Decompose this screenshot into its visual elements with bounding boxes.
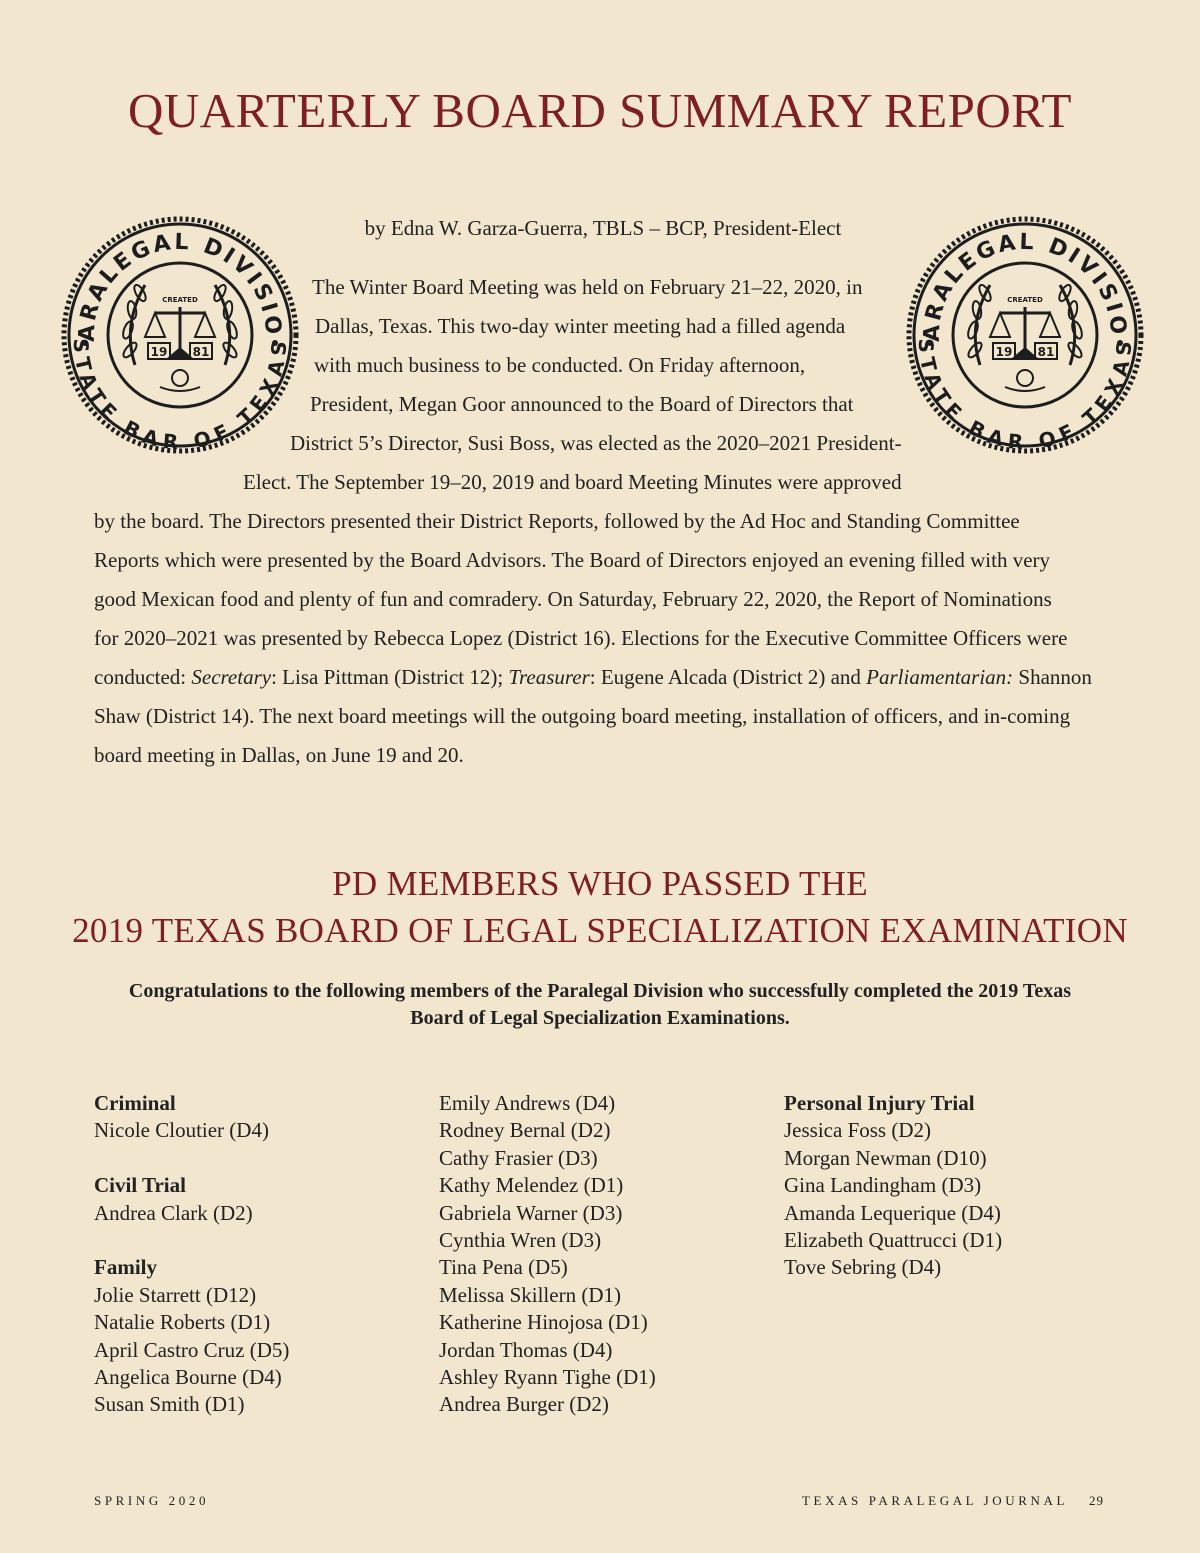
category-heading: Personal Injury Trial xyxy=(784,1091,975,1115)
seal-bottom-text: STATE BAR OF TEXAS xyxy=(913,337,1137,455)
article-line: with much business to be conducted. On Friday afternoon, xyxy=(314,353,806,377)
paralegal-division-seal-left xyxy=(60,215,300,455)
footer-journal: TEXAS PARALEGAL JOURNAL xyxy=(802,1493,1069,1508)
seal-top-text: ARALEGAL DIVISIO xyxy=(919,229,1131,343)
footer-page-number: 29 xyxy=(1089,1493,1104,1508)
member-name: Susan Smith (D1) xyxy=(94,1392,245,1417)
byline: by Edna W. Garza-Guerra, TBLS – BCP, President-Elect xyxy=(364,216,842,240)
member-name: Andrea Clark (D2) xyxy=(94,1200,253,1225)
seal-year-left: 19 xyxy=(995,345,1013,359)
member-name: Tove Sebring (D4) xyxy=(784,1255,942,1280)
officers-text: : Eugene Alcada (District 2) and xyxy=(589,665,867,689)
member-name: Jordan Thomas (D4) xyxy=(439,1337,613,1362)
congratulations-text: Congratulations to the following members of the Paralegal Division who successfully completed the 2019 Texas Board of Legal Specialization Examinations. xyxy=(128,980,1072,1029)
section-title-line2: 2019 TEXAS BOARD OF LEGAL SPECIALIZATION EXAMINATION xyxy=(72,911,1128,950)
treasurer-label: Treasurer xyxy=(508,665,590,689)
officers-text: : Lisa Pittman (District 12); xyxy=(271,665,509,689)
member-name: Natalie Roberts (D1) xyxy=(94,1310,271,1335)
parliamentarian-label: Parliamentarian: xyxy=(866,665,1014,689)
member-name: Kathy Melendez (D1) xyxy=(439,1173,624,1198)
officers-text: conducted: xyxy=(94,665,192,689)
category-heading: Civil Trial xyxy=(94,1173,186,1198)
member-name: Angelica Bourne (D4) xyxy=(94,1365,282,1390)
member-name: Melissa Skillern (D1) xyxy=(439,1282,621,1307)
article-line: The Winter Board Meeting was held on February 21–22, 2020, in xyxy=(312,275,863,299)
member-name: April Castro Cruz (D5) xyxy=(94,1337,290,1362)
seal-top-text: ARALEGAL DIVISIO xyxy=(74,229,286,343)
article-officers-line xyxy=(94,665,1092,690)
article-line: Elect. The September 19–20, 2019 and board Meeting Minutes were approved xyxy=(243,470,902,494)
article-line: board meeting in Dallas, on June 19 and 20. xyxy=(94,743,464,767)
member-name: Jessica Foss (D2) xyxy=(784,1118,931,1143)
members-column-2 xyxy=(439,1090,656,1419)
members-column-3 xyxy=(784,1090,1002,1282)
article-line: good Mexican food and plenty of fun and comradery. On Saturday, February 22, 2020, the Report of Nominations xyxy=(94,587,1052,611)
member-name: Morgan Newman (D10) xyxy=(784,1145,987,1170)
article-line: Dallas, Texas. This two-day winter meeting had a filled agenda xyxy=(315,314,846,338)
seal-year-right: 81 xyxy=(1037,345,1055,359)
secretary-label: Secretary xyxy=(191,665,272,689)
member-name: Ashley Ryann Tighe (D1) xyxy=(439,1365,656,1390)
member-name: Katherine Hinojosa (D1) xyxy=(439,1310,648,1335)
section-title-line1: PD MEMBERS WHO PASSED THE xyxy=(332,864,868,903)
member-name: Rodney Bernal (D2) xyxy=(439,1118,611,1143)
seal-year-right: 81 xyxy=(192,345,210,359)
member-name: Emily Andrews (D4) xyxy=(439,1091,616,1115)
officers-text: Shannon xyxy=(1013,665,1092,689)
category-heading: Family xyxy=(94,1255,157,1280)
seal-created-text: CREATED xyxy=(162,296,198,304)
paralegal-division-seal-right xyxy=(905,215,1145,455)
article-line: Reports which were presented by the Board Advisors. The Board of Directors enjoyed an evening filled with very xyxy=(94,548,1051,572)
member-name: Gina Landingham (D3) xyxy=(784,1173,982,1198)
article-line: President, Megan Goor announced to the Board of Directors that xyxy=(310,392,854,416)
member-name: Tina Pena (D5) xyxy=(439,1255,568,1280)
article-line: for 2020–2021 was presented by Rebecca Lopez (District 16). Elections for the Executive Committee Officers were xyxy=(94,626,1068,650)
members-column-1 xyxy=(94,1090,289,1419)
member-name: Andrea Burger (D2) xyxy=(439,1392,609,1417)
member-name: Jolie Starrett (D12) xyxy=(94,1282,257,1307)
member-name: Cynthia Wren (D3) xyxy=(439,1228,602,1253)
seal-year-left: 19 xyxy=(150,345,168,359)
member-name: Cathy Frasier (D3) xyxy=(439,1145,598,1170)
article-line: District 5’s Director, Susi Boss, was elected as the 2020–2021 President- xyxy=(290,431,902,455)
article-line: by the board. The Directors presented their District Reports, followed by the Ad Hoc and Standing Committee xyxy=(94,509,1020,533)
category-heading: Criminal xyxy=(94,1091,176,1115)
seal-created-text: CREATED xyxy=(1007,296,1043,304)
seal-bottom-text: STATE BAR OF TEXAS xyxy=(68,337,292,455)
member-name: Amanda Lequerique (D4) xyxy=(784,1200,1001,1225)
member-name: Nicole Cloutier (D4) xyxy=(94,1118,269,1143)
article-line: Shaw (District 14). The next board meetings will the outgoing board meeting, installation of officers, and in-coming xyxy=(94,704,1071,728)
member-name: Gabriela Warner (D3) xyxy=(439,1200,623,1225)
member-name: Elizabeth Quattrucci (D1) xyxy=(784,1228,1003,1253)
footer-issue: SPRING 2020 xyxy=(94,1493,210,1508)
page-title: QUARTERLY BOARD SUMMARY REPORT xyxy=(128,83,1072,138)
